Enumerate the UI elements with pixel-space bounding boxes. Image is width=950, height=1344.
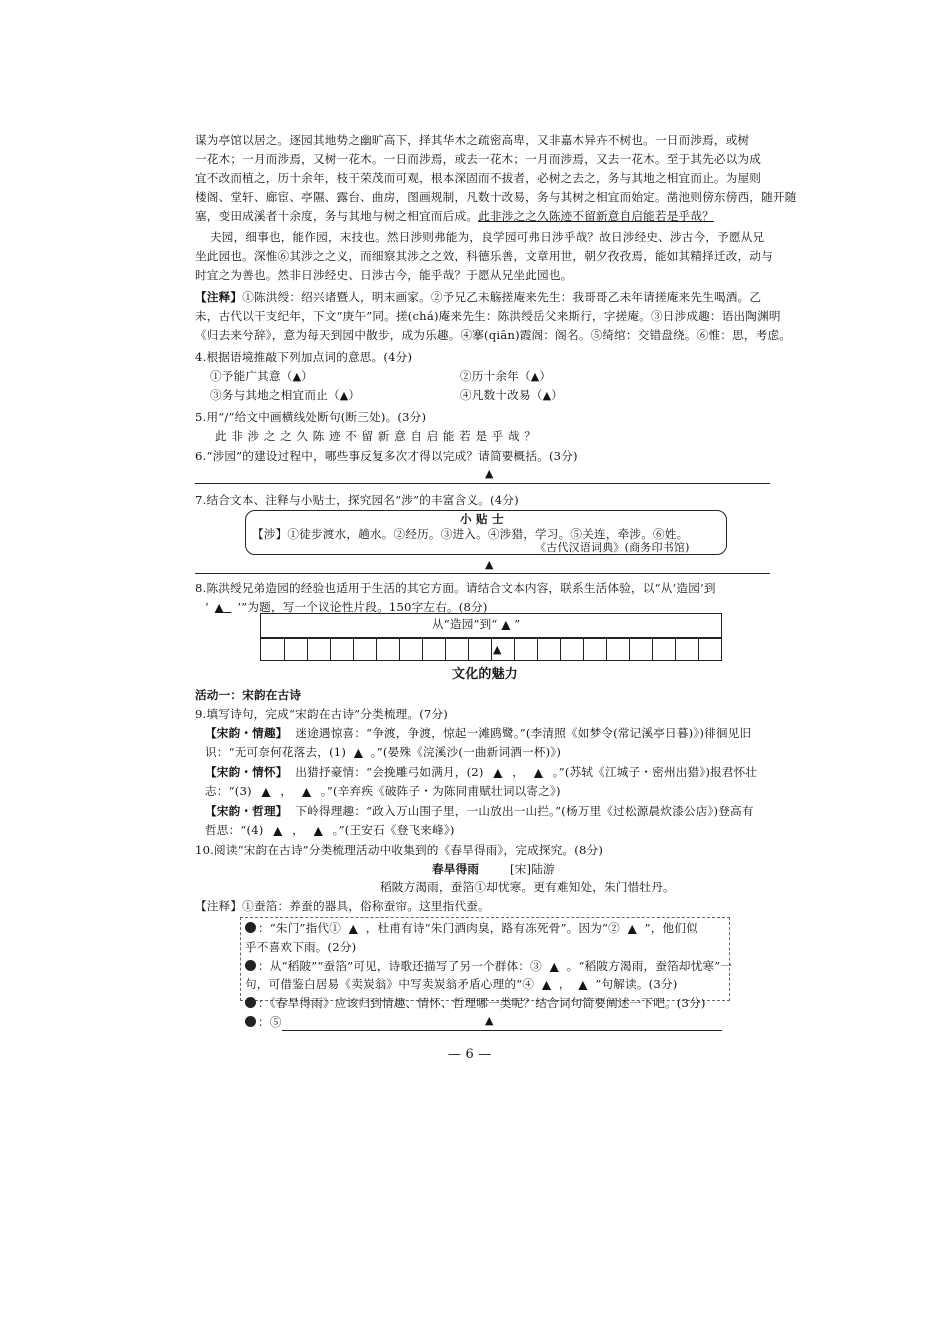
dialogue-1: ：“朱门”指代① ▲ ，杜甫有诗“朱门酒肉臭，路有冻死骨”。因为“② ▲ ”，他们似 [245, 920, 698, 937]
answer-blank[interactable]: ▲ [214, 601, 224, 614]
q9-row2b: 志：“(3) ▲ ， ▲ 。”(辛弃疾《破阵子・为陈同甫赋壮词以寄之》) [205, 784, 561, 798]
q4-item-2: ②历十余年（▲） [460, 369, 552, 383]
q5-sentence: 此 非 涉 之 之 久 陈 迹 不 留 新 意 自 启 能 若 是 乎 哉 ？ [215, 429, 537, 443]
tip-title: 小 贴 士 [460, 512, 504, 526]
dialogue-1b: 乎不喜欢下雨。(2分) [245, 940, 357, 954]
poem-note: 【注释】①蚕箔：养蚕的器具，俗称蚕帘。这里指代蚕。 [195, 899, 490, 913]
answer-blank[interactable]: ▲ [339, 389, 349, 402]
passage-para2-line: 时宜之为善也。然非日涉经史、日涉古今，能乎哉？于愿从兄坐此园也。 [195, 268, 573, 282]
poem-line: 稻陂方渴雨，蚕箔①却忧寒。更有难知处，朱门惜牡丹。 [380, 880, 675, 894]
answer-blank[interactable]: ▲ [542, 389, 552, 402]
answer-blank[interactable]: ▲ [261, 785, 271, 798]
q4-item-3: ③务与其地之相宜而止（▲） [210, 388, 361, 402]
answer-blank[interactable]: ▲ [578, 978, 588, 991]
grid-title: 从“造园”到“ ▲ ” [432, 617, 521, 631]
q9-row2: 【宋韵・情怀】 出猎抒豪情：“会挽雕弓如满月，(2) ▲ ， ▲ 。”(苏轼《江城子・密州出猎》)报君怀壮 [205, 765, 758, 779]
q4-item-1: ①予能广其意（▲） [210, 369, 314, 383]
answer-blank[interactable]: ▲ [273, 824, 283, 837]
tip-source: 《古代汉语词典》(商务印书馆) [535, 541, 690, 554]
answer-blank[interactable]: ▲ [302, 785, 311, 798]
answer-blank[interactable]: ▲ [501, 618, 511, 631]
q9-stem: 9.填写诗句，完成“宋韵在古诗”分类梳理。(7分) [195, 707, 449, 721]
poem-author: [宋]陆游 [510, 862, 555, 876]
activity-title: 活动一：宋韵在古诗 [195, 688, 302, 702]
answer-blank[interactable]: ▲ [485, 558, 494, 571]
passage-line: 楼阁、堂轩、廊宦、亭隰、露台、曲房，图画规制，凡数十改易，务与其树之相宜而始定。凿池则傍东傍西，随开随 [195, 190, 797, 204]
answer-line[interactable] [282, 1030, 722, 1031]
student-icon [245, 997, 256, 1008]
answer-blank[interactable]: ▲ [627, 922, 637, 935]
answer-blank[interactable]: ▲ [493, 643, 502, 656]
passage-line-last: 塞，变田成溪者十余度，务与其地与树之相宜而后成。此非涉之之久陈迹不留新意自启能若是乎哉？ [195, 209, 714, 223]
q9-row3: 【宋韵・哲理】 下岭得理趣：“政入万山围子里，一山放出一山拦。”(杨万里《过松源晨炊漆公店》)登高有 [205, 804, 754, 818]
q4-item-4: ④凡数十改易（▲） [460, 388, 564, 402]
passage-line: 宜不改而植之，历十余年，枝干荣茂而可观，根本深固而不拔者，必树之去之，务与其地之相宜而止。为屋则 [195, 171, 762, 185]
q7-stem: 7.结合文本、注释与小贴士，探究园名“涉”的丰富含义。(4分) [195, 493, 519, 507]
answer-blank[interactable]: ▲ [534, 766, 543, 779]
q9-row1: 【宋韵・情趣】 迷途遇惊喜：“争渡，争渡，惊起一滩鸥鹭。”(李清照《如梦令(常记溪亭日暮)》)徘徊见旧 [205, 726, 752, 740]
dialogue-3: ：《春旱得雨》应该归到情趣、情怀、哲理哪一类呢？结合词句简要阐述一下吧。(3分) [245, 995, 706, 1012]
answer-blank[interactable]: ▲ [349, 922, 358, 935]
q4-stem: 4.根据语境推敲下列加点词的意思。(4分) [195, 350, 413, 364]
answer-blank[interactable]: ▲ [485, 467, 494, 480]
student-icon [245, 960, 256, 971]
dialogue-2: ：从“稻陂”“蚕箔”可见，诗歌还描写了另一个群体：③ ▲ 。“稻陂方渴雨，蚕箔却忧寒”一 [245, 958, 732, 975]
answer-blank[interactable]: ▲ [493, 766, 503, 779]
q9-row3b: 哲思：“(4) ▲ ， ▲ 。”(王安石《登飞来峰》) [205, 823, 455, 837]
notes-line: 《归去来兮辞》，意为每天到园中散步，成为乐趣。④搴(qiān)霞阁：阁名。⑤绮绾：交错盘绕。⑥惟：思，考虑。 [195, 328, 792, 342]
dialogue-4: ：⑤ [245, 1014, 282, 1031]
poem-title: 春旱得雨 [432, 862, 480, 876]
answer-blank[interactable]: ▲ [542, 978, 551, 991]
answer-blank[interactable]: ▲ [354, 746, 363, 759]
section-title: 文化的魅力 [452, 667, 519, 682]
passage-line: 谋为亭馆以居之。逐园其地势之幽旷高下，择其华木之疏密高卑，又非嘉木异卉不树也。一日而涉焉，或树 [195, 133, 750, 147]
dialogue-2b: 句，可借鉴白居易《卖炭翁》中写卖炭翁矛盾心理的“④ ▲ ， ▲ ”句解读。(3分) [245, 977, 678, 991]
underlined-sentence: 此非涉之之久陈迹不留新意自启能若是乎哉？ [478, 209, 714, 223]
student-icon [245, 1016, 256, 1027]
answer-line[interactable] [195, 483, 770, 484]
q10-stem: 10.阅读“宋韵在古诗”分类梳理活动中收集到的《春旱得雨》，完成探究。(8分) [195, 843, 604, 857]
student-icon [245, 922, 256, 933]
notes-line: 【注释】①陈洪绶：绍兴诸暨人，明末画家。②予兄乙未觞搓庵来先生：我哥哥乙未年请搓庵来先生喝酒。乙 [195, 290, 762, 304]
answer-blank[interactable]: ▲ [485, 1014, 494, 1027]
page-number: — 6 — [448, 1047, 492, 1062]
tip-body: 【涉】①徒步渡水，趟水。②经历。③进入。④涉猎，学习。⑤关连，牵涉。⑥姓。 [252, 527, 689, 541]
q6-stem: 6.“涉园”的建设过程中，哪些事反复多次才得以完成？请简要概括。(3分) [195, 449, 578, 463]
q9-row1b: 识：“无可奈何花落去，(1) ▲ 。”(晏殊《浣溪沙(一曲新词酒一杯)》) [205, 745, 562, 759]
answer-blank[interactable]: ▲ [314, 824, 323, 837]
answer-blank[interactable]: ▲ [292, 370, 302, 383]
passage-line: 一花木；一月而涉焉，又树一花木。一日而涉焉，或去一花木；一月而涉焉，又去一花木。至于其先必以为成 [195, 152, 762, 166]
q8-stem: 8.陈洪绶兄弟造园的经验也适用于生活的其它方面。请结合文本内容，联系生活体验，以“从‘造园’到 [195, 581, 716, 595]
answer-blank[interactable]: ▲ [530, 370, 540, 383]
notes-line: 未，古代以干支纪年，下文“庚午”同。搓(chá)庵来先生：陈洪绶岳父来斯行，字搓庵。③日涉成趣：语出陶渊明 [195, 309, 781, 323]
q5-stem: 5.用“/”给文中画横线处断句(断三处)。(3分) [195, 410, 427, 424]
passage-para2-line: 坐此园也。深惟⑥其涉之之义，而细察其涉之之效，科德乐善，文章用世，朝夕孜孜焉，能如其精择迁改，动与 [195, 249, 773, 263]
answer-blank[interactable]: ▲ [549, 960, 559, 973]
answer-line[interactable] [195, 573, 770, 574]
grid-cell[interactable] [261, 638, 699, 660]
q8-stem-2: ‘ ▲ ’”为题，写一个议论性片段。150字左右。(8分) [205, 600, 488, 614]
passage-para2-line: 夫园，细事也，能作园，末技也。然日涉则弗能为，良学园可弗日涉乎哉？故日涉经史、涉古今，予愿从兄 [210, 230, 765, 244]
writing-grid[interactable] [260, 637, 722, 661]
